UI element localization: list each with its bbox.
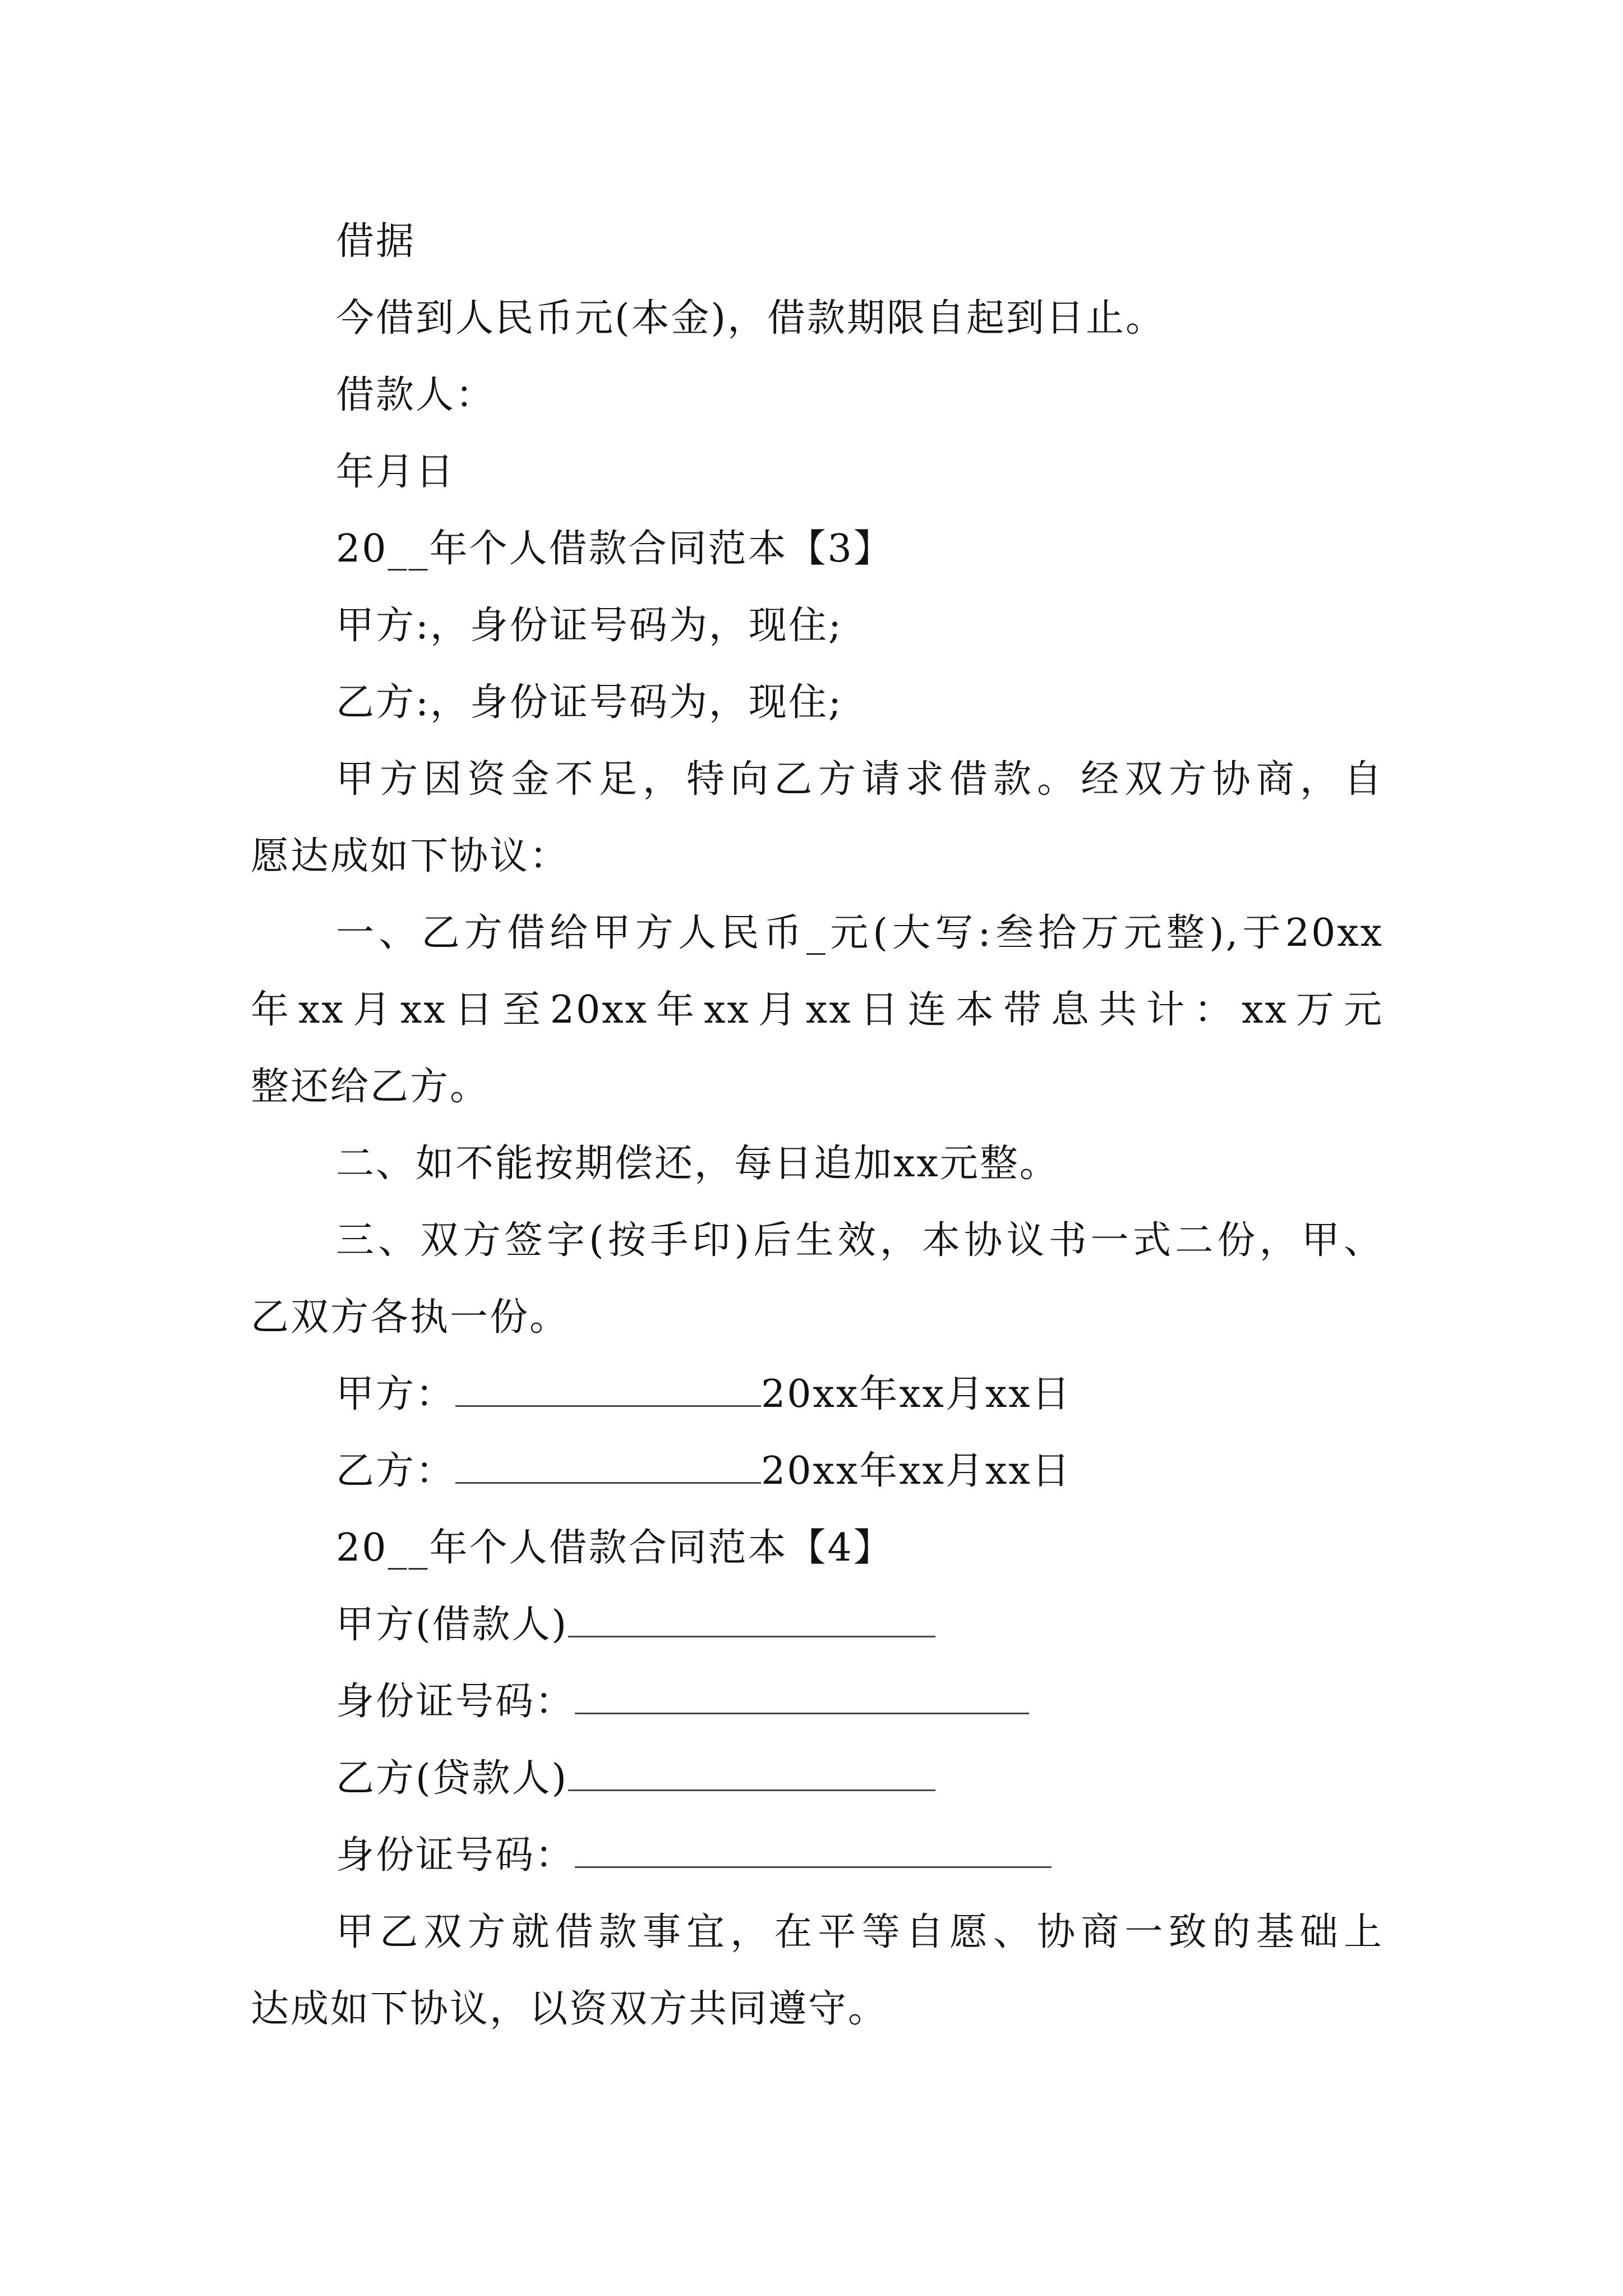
party-a-signature-blank	[455, 1373, 761, 1407]
paragraph: 今借到人民币元(本金)，借款期限自起到日止。	[336, 296, 1166, 341]
party-b-date: 20xx年xx月xx日	[761, 1449, 1072, 1493]
borrower-id-blank	[575, 1680, 1029, 1714]
paragraph: 愿达成如下协议：	[251, 834, 570, 878]
paragraph: 甲乙双方就借款事宜，在平等自愿、协商一致的基础上	[336, 1910, 1384, 1954]
borrower-row	[251, 1586, 1384, 1663]
paragraph: 借款人：	[336, 373, 496, 417]
party-a-label: 甲方：	[336, 1372, 456, 1416]
lender-id-label: 身份证号码：	[336, 1833, 575, 1878]
paragraph: 年xx月xx日至20xx年xx月xx日连本带息共计：xx万元	[251, 988, 1384, 1032]
party-b-label: 乙方：	[336, 1449, 456, 1493]
paragraph: 甲方:，身份证号码为，现住;	[336, 604, 843, 648]
paragraph: 乙双方各执一份。	[251, 1295, 570, 1340]
section-title: 20__年个人借款合同范本【4】	[336, 1526, 893, 1570]
lender-label: 乙方(贷款人)	[336, 1756, 569, 1801]
signature-row-party-b	[251, 1433, 1384, 1510]
signature-row-party-a	[251, 1356, 1384, 1433]
document-title: 借据	[336, 219, 416, 264]
paragraph: 二、如不能按期偿还，每日追加xx元整。	[336, 1142, 1059, 1186]
paragraph: 甲方因资金不足，特向乙方请求借款。经双方协商，自	[336, 757, 1384, 802]
lender-id-blank	[575, 1834, 1052, 1868]
party-b-signature-blank	[455, 1450, 761, 1484]
borrower-label: 甲方(借款人)	[336, 1603, 569, 1647]
party-a-date: 20xx年xx月xx日	[761, 1372, 1072, 1416]
document-body	[251, 203, 1384, 2047]
lender-row	[251, 1740, 1384, 1817]
paragraph: 一、乙方借给甲方人民币_元(大写:叁拾万元整),于20xx	[336, 911, 1384, 955]
paragraph: 整还给乙方。	[251, 1065, 490, 1109]
paragraph: 年月日	[336, 450, 456, 494]
lender-id-row	[251, 1817, 1384, 1894]
paragraph: 三、双方签字(按手印)后生效，本协议书一式二份，甲、	[336, 1218, 1384, 1263]
lender-blank	[568, 1757, 935, 1791]
section-title: 20__年个人借款合同范本【3】	[336, 527, 893, 571]
paragraph: 乙方:，身份证号码为，现住;	[336, 680, 843, 725]
borrower-id-label: 身份证号码：	[336, 1680, 575, 1724]
borrower-id-row	[251, 1663, 1384, 1740]
paragraph: 达成如下协议，以资双方共同遵守。	[251, 1987, 888, 2031]
borrower-blank	[568, 1603, 935, 1637]
